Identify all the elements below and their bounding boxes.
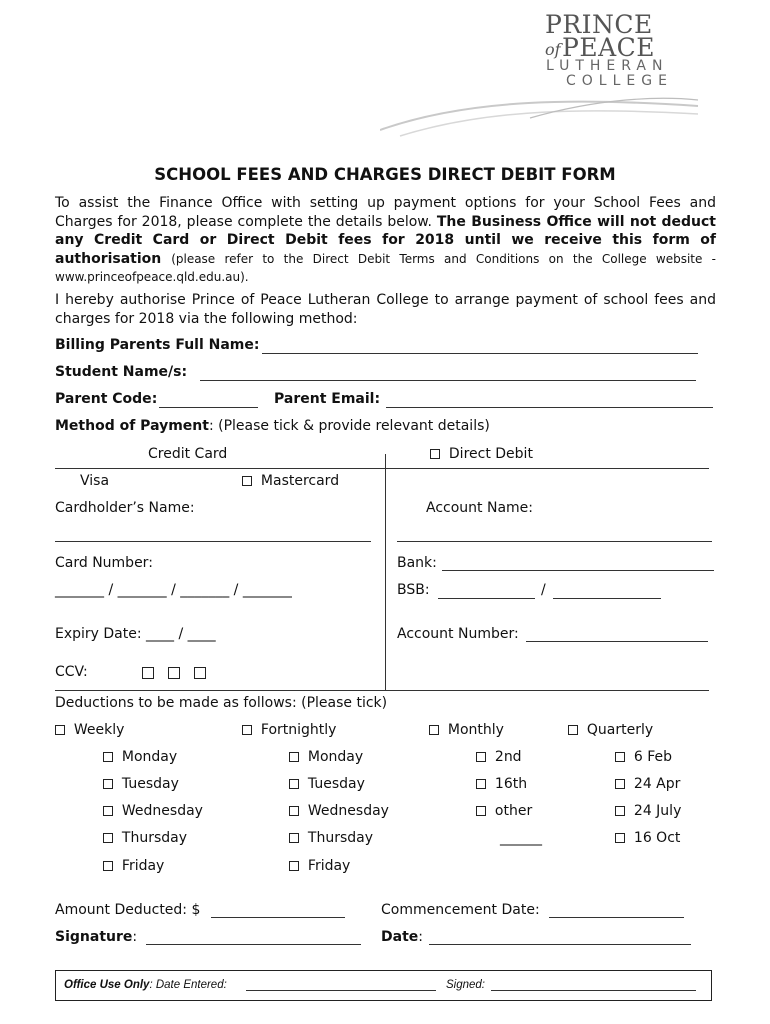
method-of-payment-label: Method of Payment: (Please tick & provide relevant details) xyxy=(55,418,490,434)
intro-bold-text: The Business Office will not deduct any Credit Card or Direct Debit fees for 2018 until we receive this form of authorisation xyxy=(55,213,717,267)
checkbox[interactable] xyxy=(615,779,625,789)
office-signed-field[interactable] xyxy=(491,990,696,991)
quarterly-checkbox[interactable] xyxy=(568,725,578,735)
deductions-heading: Deductions to be made as follows: (Please tick) xyxy=(55,695,388,711)
bsb-separator: / xyxy=(541,582,546,598)
billing-parents-label: Billing Parents Full Name: xyxy=(55,337,260,353)
cardholder-field[interactable] xyxy=(55,541,371,542)
card-number-label: Card Number: xyxy=(55,555,153,571)
parent-code-field[interactable] xyxy=(159,407,258,408)
checkbox[interactable] xyxy=(615,806,625,816)
credit-card-heading: Credit Card xyxy=(148,446,228,462)
checkbox[interactable] xyxy=(103,752,113,762)
commencement-date-field[interactable] xyxy=(549,917,684,918)
mastercard-option[interactable]: Mastercard xyxy=(242,473,339,490)
monthly-date-option[interactable]: 16th xyxy=(476,776,527,793)
ccv-digit-box[interactable] xyxy=(142,667,154,679)
authorise-paragraph: I hereby authorise Prince of Peace Lutheran College to arrange payment of school fees and charges for 2018 via the following method: xyxy=(55,292,716,327)
payment-top-rule xyxy=(55,468,709,469)
ccv-digit-box[interactable] xyxy=(194,667,206,679)
weekly-day-option[interactable]: Friday xyxy=(103,858,164,875)
weekly-option[interactable]: Weekly xyxy=(55,722,124,739)
intro-text: To assist the Finance Office with setting up payment options for your School Fees and Charges for 2018, please complete the details below. xyxy=(55,195,716,230)
office-use-box xyxy=(55,970,712,1001)
bsb-label: BSB: xyxy=(397,582,430,598)
checkbox[interactable] xyxy=(476,752,486,762)
bsb-field-1[interactable] xyxy=(438,598,535,599)
payment-divider xyxy=(385,454,386,691)
fortnightly-checkbox[interactable] xyxy=(242,725,252,735)
fortnightly-day-option[interactable]: Monday xyxy=(289,749,363,766)
weekly-day-option[interactable]: Wednesday xyxy=(103,803,203,820)
form-title: SCHOOL FEES AND CHARGES DIRECT DEBIT FORM xyxy=(154,165,616,184)
payment-bottom-rule xyxy=(55,690,709,691)
weekly-day-option[interactable]: Thursday xyxy=(103,830,187,847)
weekly-day-option[interactable]: Monday xyxy=(103,749,177,766)
intro-paragraph xyxy=(55,194,716,287)
bsb-field-2[interactable] xyxy=(553,598,661,599)
checkbox[interactable] xyxy=(103,861,113,871)
signature-field[interactable] xyxy=(146,944,361,945)
logo-college: COLLEGE xyxy=(566,73,673,89)
parent-email-label: Parent Email: xyxy=(274,391,381,407)
date-field[interactable] xyxy=(429,944,691,945)
logo-prince: PRINCE xyxy=(545,10,653,39)
monthly-date-option[interactable]: 2nd xyxy=(476,749,522,766)
fortnightly-day-option[interactable]: Thursday xyxy=(289,830,373,847)
checkbox[interactable] xyxy=(289,752,299,762)
cardholder-label: Cardholder’s Name: xyxy=(55,500,195,516)
monthly-date-option[interactable]: other xyxy=(476,803,532,820)
expiry-date-field[interactable]: Expiry Date: ____ / ____ xyxy=(55,626,216,642)
weekly-checkbox[interactable] xyxy=(55,725,65,735)
quarterly-date-option[interactable]: 24 Apr xyxy=(615,776,680,793)
quarterly-date-option[interactable]: 24 July xyxy=(615,803,681,820)
checkbox[interactable] xyxy=(476,806,486,816)
checkbox[interactable] xyxy=(289,861,299,871)
checkbox[interactable] xyxy=(289,833,299,843)
intro-small-text: (please refer to the Direct Debit Terms and Conditions on the College website - www.princeofpeace.qld.edu.au). xyxy=(55,251,717,284)
checkbox[interactable] xyxy=(103,779,113,789)
amount-deducted-label: Amount Deducted: $ xyxy=(55,902,201,918)
logo-peace: PEACE xyxy=(562,33,656,62)
account-name-field[interactable] xyxy=(397,541,712,542)
weekly-day-option[interactable]: Tuesday xyxy=(103,776,179,793)
student-names-label: Student Name/s: xyxy=(55,364,188,380)
date-label: Date: xyxy=(381,929,423,945)
checkbox[interactable] xyxy=(289,779,299,789)
quarterly-option[interactable]: Quarterly xyxy=(568,722,653,739)
account-name-label: Account Name: xyxy=(426,500,533,516)
fortnightly-option[interactable]: Fortnightly xyxy=(242,722,336,739)
mastercard-checkbox[interactable] xyxy=(242,476,252,486)
fortnightly-day-option[interactable]: Wednesday xyxy=(289,803,389,820)
account-number-label: Account Number: xyxy=(397,626,519,642)
office-signed-label: Signed: xyxy=(446,979,486,991)
fortnightly-day-option[interactable]: Tuesday xyxy=(289,776,365,793)
quarterly-date-option[interactable]: 6 Feb xyxy=(615,749,672,766)
office-date-entered-field[interactable] xyxy=(246,990,436,991)
commencement-date-label: Commencement Date: xyxy=(381,902,540,918)
account-number-field[interactable] xyxy=(526,641,708,642)
parent-code-label: Parent Code: xyxy=(55,391,158,407)
bank-field[interactable] xyxy=(442,570,714,571)
checkbox[interactable] xyxy=(289,806,299,816)
checkbox[interactable] xyxy=(103,806,113,816)
checkbox[interactable] xyxy=(476,779,486,789)
visa-option: Visa xyxy=(80,473,110,489)
monthly-checkbox[interactable] xyxy=(429,725,439,735)
parent-email-field[interactable] xyxy=(386,407,713,408)
ccv-digit-box[interactable] xyxy=(168,667,180,679)
bank-label: Bank: xyxy=(397,555,437,571)
checkbox[interactable] xyxy=(615,752,625,762)
logo-lutheran: LUTHERAN xyxy=(546,58,669,74)
fortnightly-day-option[interactable]: Friday xyxy=(289,858,350,875)
ccv-boxes[interactable] xyxy=(142,663,206,682)
logo-of: of xyxy=(545,40,561,59)
amount-deducted-field[interactable] xyxy=(211,917,345,918)
signature-label: Signature: xyxy=(55,929,138,945)
ccv-label: CCV: xyxy=(55,664,88,680)
checkbox[interactable] xyxy=(615,833,625,843)
monthly-option[interactable]: Monthly xyxy=(429,722,504,739)
student-names-field[interactable] xyxy=(200,380,696,381)
quarterly-date-option[interactable]: 16 Oct xyxy=(615,830,680,847)
billing-parents-field[interactable] xyxy=(262,353,698,354)
direct-debit-checkbox[interactable] xyxy=(430,449,440,459)
checkbox[interactable] xyxy=(103,833,113,843)
direct-debit-option[interactable]: Direct Debit xyxy=(430,446,533,463)
monthly-other-field[interactable]: ______ xyxy=(500,830,542,846)
card-number-field[interactable]: _______ / _______ / _______ / _______ xyxy=(55,582,292,598)
office-use-label: Office Use Only: Date Entered: xyxy=(64,979,227,991)
